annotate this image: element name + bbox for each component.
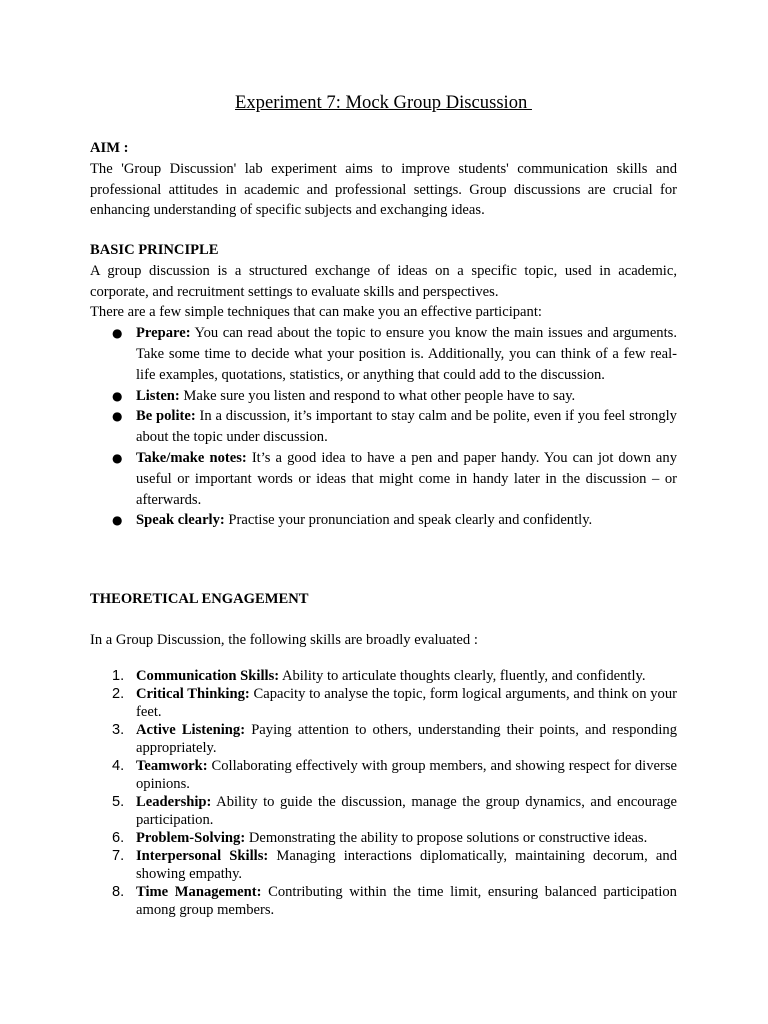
technique-label: Take/make notes:	[136, 449, 247, 466]
list-item	[90, 386, 677, 407]
page-title: Experiment 7: Mock Group Discussion	[235, 92, 532, 113]
skill-label: Time Management:	[136, 884, 262, 900]
technique-label: Be polite:	[136, 408, 196, 425]
techniques-intro: There are a few simple techniques that can make you an effective participant:	[90, 304, 542, 321]
list-number: 1.	[112, 668, 125, 684]
techniques-list	[90, 323, 677, 531]
theoretical-heading: THEORETICAL ENGAGEMENT	[90, 591, 309, 607]
technique-label: Prepare:	[136, 325, 191, 342]
list-item	[90, 721, 677, 757]
bullet-icon: ●	[112, 450, 123, 465]
list-item	[90, 847, 677, 883]
basic-principle-heading: BASIC PRINCIPLE	[90, 242, 219, 258]
skills-intro: In a Group Discussion, the following skills are broadly evaluated :	[90, 632, 478, 648]
skill-text: Paying attention to others, understanding their points, and responding appropriately.	[136, 722, 678, 756]
list-number: 5.	[112, 794, 125, 810]
aim-section	[90, 138, 677, 221]
bullet-icon: ●	[112, 388, 123, 403]
list-item	[90, 667, 677, 685]
list-number: 8.	[112, 884, 125, 900]
list-item	[90, 406, 677, 448]
theoretical-section	[90, 589, 677, 610]
skill-label: Communication Skills:	[136, 668, 280, 684]
skill-text: Contributing within the time limit, ensuring balanced participation among group members.	[136, 884, 677, 918]
bullet-icon: ●	[112, 409, 123, 424]
list-number: 6.	[112, 830, 125, 846]
basic-principle-section	[90, 240, 677, 531]
skills-list	[90, 667, 677, 919]
skill-label: Interpersonal Skills:	[136, 848, 269, 864]
list-item	[90, 883, 677, 919]
skill-label: Critical Thinking:	[136, 686, 250, 702]
list-number: 2.	[112, 686, 125, 702]
bullet-icon: ●	[112, 326, 123, 341]
skill-text: Collaborating effectively with group members, and showing respect for diverse opinions.	[136, 758, 677, 792]
list-item	[90, 448, 677, 510]
technique-text: It’s a good idea to have a pen and paper handy. You can jot down any useful or important words or ideas that might come in handy later in the discussion – or afterwards.	[136, 449, 678, 508]
aim-heading: AIM :	[90, 140, 129, 156]
skill-text: Capacity to analyse the topic, form logical arguments, and think on your feet.	[136, 686, 677, 720]
bullet-icon: ●	[112, 513, 123, 528]
list-item	[90, 323, 677, 385]
skill-text: Demonstrating the ability to propose solutions or constructive ideas.	[245, 830, 648, 846]
skills-block	[90, 667, 677, 919]
basic-principle-text: A group discussion is a structured exchange of ideas on a specific topic, used in academic, corporate, and recruitment settings to evaluate skills and perspectives.	[90, 262, 677, 300]
list-item	[90, 829, 677, 847]
skill-text: Managing interactions diplomatically, maintaining decorum, and showing empathy.	[136, 848, 677, 882]
list-item	[90, 685, 677, 721]
skill-label: Leadership:	[136, 794, 212, 810]
skill-label: Problem-Solving:	[136, 830, 246, 846]
list-item	[90, 757, 677, 793]
skill-label: Teamwork:	[136, 758, 208, 774]
list-item	[90, 510, 677, 531]
skill-text: Ability to guide the discussion, manage the group dynamics, and encourage participation.	[136, 794, 677, 828]
list-item	[90, 793, 677, 829]
skills-intro-block	[90, 630, 677, 651]
list-number: 4.	[112, 758, 125, 774]
list-number: 7.	[112, 848, 125, 864]
skill-label: Active Listening:	[136, 722, 246, 738]
list-number: 3.	[112, 722, 125, 738]
technique-text: Practise your pronunciation and speak clearly and confidently.	[224, 512, 593, 529]
technique-text: Make sure you listen and respond to what other people have to say.	[179, 387, 576, 404]
aim-text: The 'Group Discussion' lab experiment aims to improve students' communication skills and professional attitudes in academic and professional settings. Group discussions are crucial for enhancing understanding of specific subjects and exchanging ideas.	[90, 160, 677, 219]
technique-text: In a discussion, it’s important to stay calm and be polite, even if you feel strongly about the topic under discussion.	[136, 408, 677, 446]
technique-text: You can read about the topic to ensure you know the main issues and arguments. Take some time to decide what your position is. Additionally, you can think of a few real-life examples, quotations, statistics, or anything that could add to the discussion.	[136, 325, 677, 383]
technique-label: Listen:	[136, 387, 180, 404]
skill-text: Ability to articulate thoughts clearly, fluently, and confidently.	[279, 668, 646, 684]
technique-label: Speak clearly:	[136, 512, 225, 529]
